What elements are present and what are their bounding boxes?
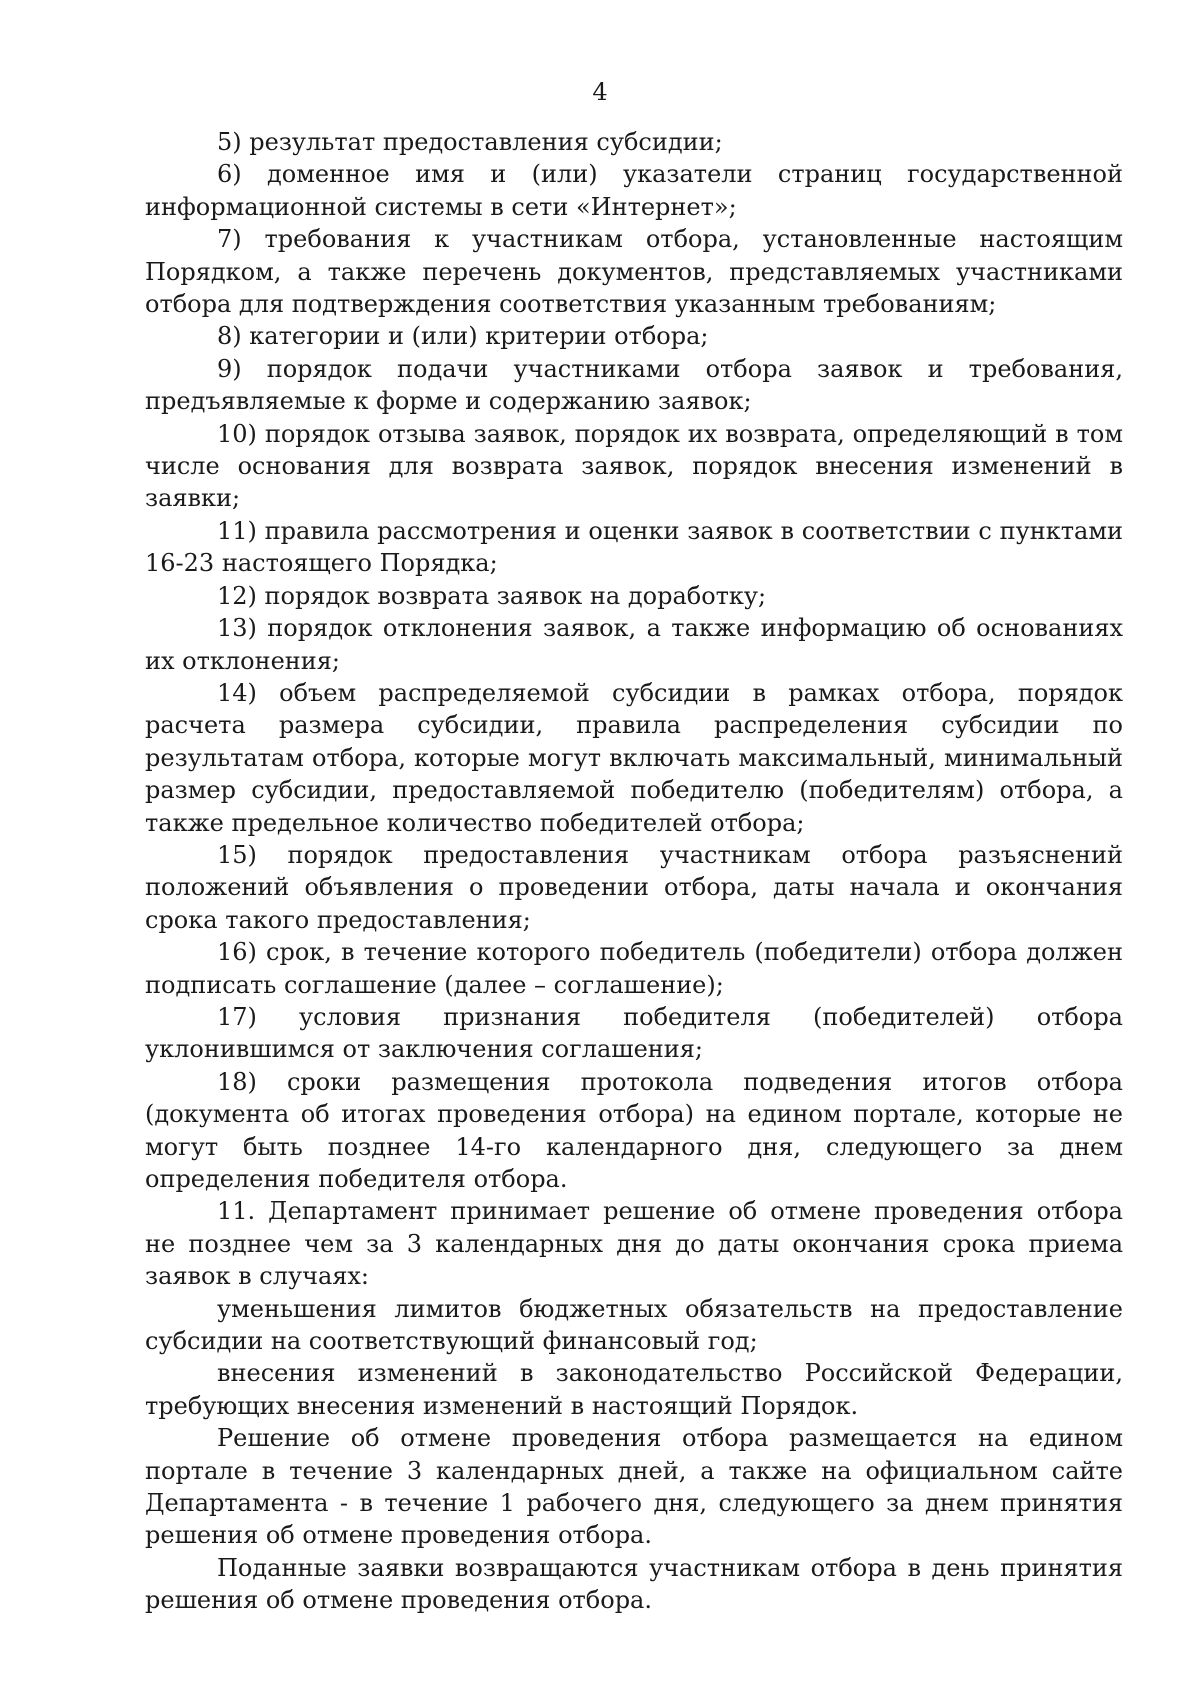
- list-item-12: 12) порядок возврата заявок на доработку;: [217, 581, 767, 610]
- applications-return-paragraph: Поданные заявки возвращаются участникам отбора в день принятия решения об отмене проведения отбора.: [145, 1553, 1123, 1615]
- document-body: [145, 126, 1123, 1617]
- case-legislation-changes: внесения изменений в законодательство Российской Федерации, требующих внесения изменений в настоящий Порядок.: [145, 1359, 1123, 1420]
- list-item-16: 16) срок, в течение которого победитель (победители) отбора должен подписать соглашение (далее – соглашение);: [145, 938, 1123, 999]
- list-item-13: 13) порядок отклонения заявок, а также информацию об основаниях их отклонения;: [145, 614, 1123, 675]
- list-item-8: 8) категории и (или) критерии отбора;: [217, 322, 709, 351]
- list-item-15: 15) порядок предоставления участникам отбора разъяснений положений объявления о проведении отбора, даты начала и окончания срока такого предоставления;: [145, 840, 1123, 934]
- clause-11: 11. Департамент принимает решение об отмене проведения отбора не позднее чем за 3 календарных дня до даты окончания срока приема заявок в случаях:: [145, 1197, 1123, 1291]
- case-budget-limits: уменьшения лимитов бюджетных обязательств на предоставление субсидии на соответствующий финансовый год;: [145, 1294, 1123, 1356]
- list-item-7: 7) требования к участникам отбора, установленные настоящим Порядком, а также перечень документов, представляемых участниками отбора для подтверждения соответствия указанным требованиям;: [145, 225, 1123, 319]
- list-item-9: 9) порядок подачи участниками отбора заявок и требования, предъявляемые к форме и содержанию заявок;: [145, 354, 1123, 416]
- list-item-5: 5) результат предоставления субсидии;: [217, 128, 723, 156]
- list-item-14: 14) объем распределяемой субсидии в рамках отбора, порядок расчета размера субсидии, правила распределения субсидии по результатам отбора, которые могут включать максимальный, минимальный размер субсидии, предоставляемой победителю (победителям) отбора, а также предельное количество победителей отбора;: [145, 678, 1123, 837]
- cancellation-publication-paragraph: Решение об отмене проведения отбора размещается на едином портале в течение 3 календарных дней, а также на официальном сайте Департамента - в течение 1 рабочего дня, следующего за днем принятия решения об отмене проведения отбора.: [145, 1424, 1123, 1550]
- list-item-17: 17) условия признания победителя (победителей) отбора уклонившимся от заключения соглашения;: [145, 1002, 1123, 1064]
- list-item-18: 18) сроки размещения протокола подведения итогов отбора (документа об итогах проведения отбора) на едином портале, которые не могут быть позднее 14-го календарного дня, следующего за днем определения победителя отбора.: [145, 1067, 1123, 1193]
- list-item-10: 10) порядок отзыва заявок, порядок их возврата, определяющий в том числе основания для возврата заявок, порядок внесения изменений в заявки;: [145, 419, 1123, 513]
- page-number: 4: [592, 78, 608, 106]
- list-item-6: 6) доменное имя и (или) указатели страниц государственной информационной системы в сети «Интернет»;: [145, 160, 1123, 221]
- list-item-11: 11) правила рассмотрения и оценки заявок в соответствии с пунктами 16-23 настоящего Порядка;: [145, 516, 1123, 578]
